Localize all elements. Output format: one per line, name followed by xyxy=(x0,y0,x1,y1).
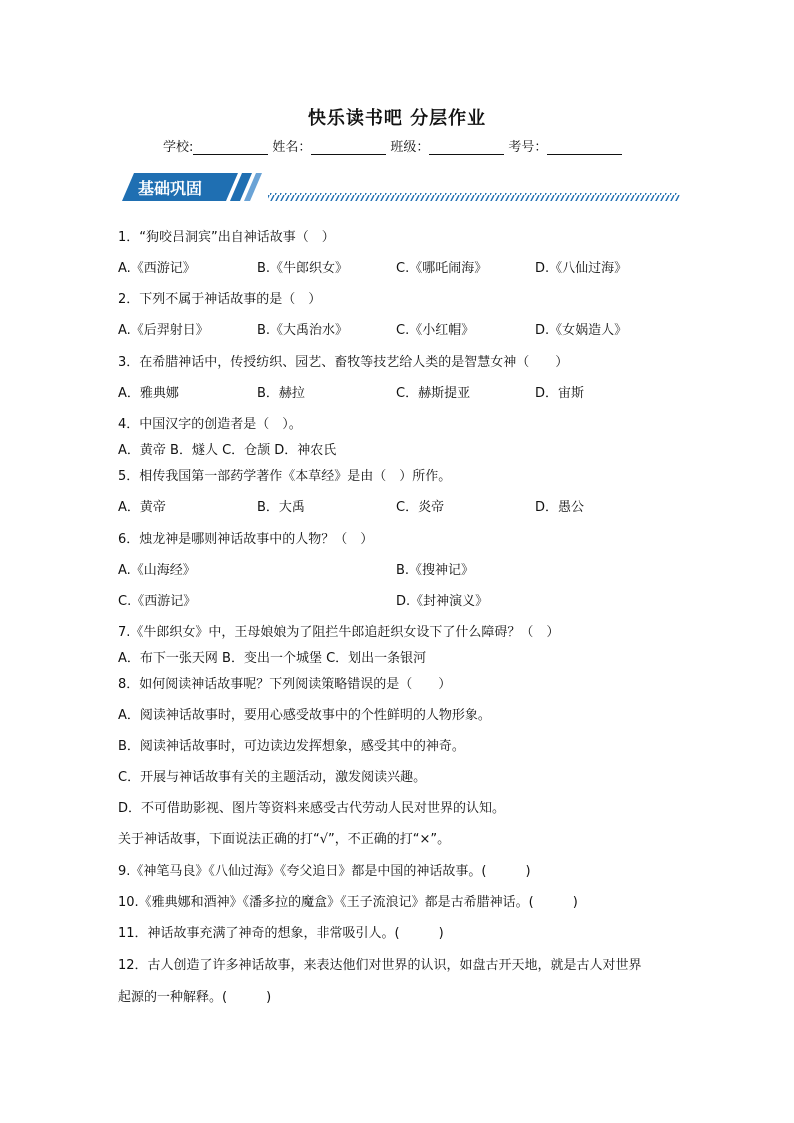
judge-item-10[interactable]: 10.《雅典娜和酒神》《潘多拉的魔盒》《王子流浪记》都是古希腊神话。( ) xyxy=(118,895,578,910)
question-2: 2．下列不属于神话故事的是（ ） xyxy=(118,292,322,307)
q5-option-d[interactable]: D．愚公 xyxy=(535,500,585,515)
question-4: 4．中国汉字的创造者是（ ）。 xyxy=(118,417,302,432)
judge-intro: 关于神话故事，下面说法正确的打“√”，不正确的打“×”。 xyxy=(118,832,451,847)
q3-option-b[interactable]: B．赫拉 xyxy=(257,386,305,401)
q3-option-d[interactable]: D．宙斯 xyxy=(535,386,585,401)
q2-option-c[interactable]: C.《小红帽》 xyxy=(396,323,475,338)
exam-no-label: 考号： xyxy=(508,140,548,155)
school-label: 学校: xyxy=(163,140,194,155)
q8-option-d[interactable]: D．不可借助影视、图片等资料来感受古代劳动人民对世界的认知。 xyxy=(118,801,506,816)
judge-item-11[interactable]: 11．神话故事充满了神奇的想象，非常吸引人。( ) xyxy=(118,926,444,941)
question-8: 8．如何阅读神话故事呢？下列阅读策略错误的是（ ） xyxy=(118,677,452,692)
judge-item-12-line-1[interactable]: 12．古人创造了许多神话故事，来表达他们对世界的认识，如盘古开天地，就是古人对世界 xyxy=(118,958,642,973)
banner-hatch-line xyxy=(268,193,680,201)
name-blank[interactable] xyxy=(311,140,386,155)
school-blank[interactable] xyxy=(193,140,268,155)
q1-option-d[interactable]: D.《八仙过海》 xyxy=(535,261,628,276)
exam-no-blank[interactable] xyxy=(547,140,622,155)
q2-option-b[interactable]: B.《大禹治水》 xyxy=(257,323,349,338)
question-5: 5．相传我国第一部药学著作《本草经》是由（ ）所作。 xyxy=(118,469,452,484)
q2-option-a[interactable]: A.《后羿射日》 xyxy=(118,323,209,338)
q1-option-c[interactable]: C.《哪吒闹海》 xyxy=(396,261,488,276)
q4-options-line[interactable]: A．黄帝 B．燧人 C．仓颉 D．神农氏 xyxy=(118,443,337,458)
q8-option-b[interactable]: B．阅读神话故事时，可边读边发挥想象，感受其中的神奇。 xyxy=(118,739,465,754)
q3-option-a[interactable]: A．雅典娜 xyxy=(118,386,179,401)
q6-option-b[interactable]: B.《搜神记》 xyxy=(396,563,475,578)
page-title: 快乐读书吧 分层作业 xyxy=(307,108,487,129)
q6-option-c[interactable]: C.《西游记》 xyxy=(118,594,197,609)
student-info-line xyxy=(163,136,626,155)
question-6: 6．烛龙神是哪则神话故事中的人物？（ ） xyxy=(118,532,374,547)
q2-option-d[interactable]: D.《女娲造人》 xyxy=(535,323,628,338)
q1-option-b[interactable]: B.《牛郎织女》 xyxy=(257,261,349,276)
q8-option-c[interactable]: C．开展与神话故事有关的主题活动，激发阅读兴趣。 xyxy=(118,770,427,785)
q5-option-b[interactable]: B．大禹 xyxy=(257,500,305,515)
q5-option-c[interactable]: C．炎帝 xyxy=(396,500,445,515)
question-3: 3．在希腊神话中，传授纺织、园艺、畜牧等技艺给人类的是智慧女神（ ） xyxy=(118,355,569,370)
section-banner xyxy=(120,171,680,205)
question-1: 1．“狗咬吕洞宾”出自神话故事（ ） xyxy=(118,230,335,245)
name-label: 姓名： xyxy=(272,140,312,155)
q6-option-a[interactable]: A.《山海经》 xyxy=(118,563,196,578)
q8-option-a[interactable]: A．阅读神话故事时，要用心感受故事中的个性鲜明的人物形象。 xyxy=(118,708,491,723)
judge-item-9[interactable]: 9.《神笔马良》《八仙过海》《夸父追日》都是中国的神话故事。( ) xyxy=(118,864,531,879)
section-label: 基础巩固 xyxy=(138,179,203,198)
judge-item-12-line-2[interactable]: 起源的一种解释。( ) xyxy=(118,990,272,1005)
class-blank[interactable] xyxy=(429,140,504,155)
q5-option-a[interactable]: A．黄帝 xyxy=(118,500,166,515)
q6-option-d[interactable]: D.《封神演义》 xyxy=(396,594,489,609)
q7-options-line[interactable]: A．布下一张天网 B．变出一个城堡 C．划出一条银河 xyxy=(118,651,427,666)
q3-option-c[interactable]: C．赫斯提亚 xyxy=(396,386,471,401)
q1-option-a[interactable]: A.《西游记》 xyxy=(118,261,196,276)
class-label: 班级： xyxy=(390,140,430,155)
question-7: 7.《牛郎织女》中，王母娘娘为了阻拦牛郎追赶织女设下了什么障碍？（ ） xyxy=(118,625,560,640)
